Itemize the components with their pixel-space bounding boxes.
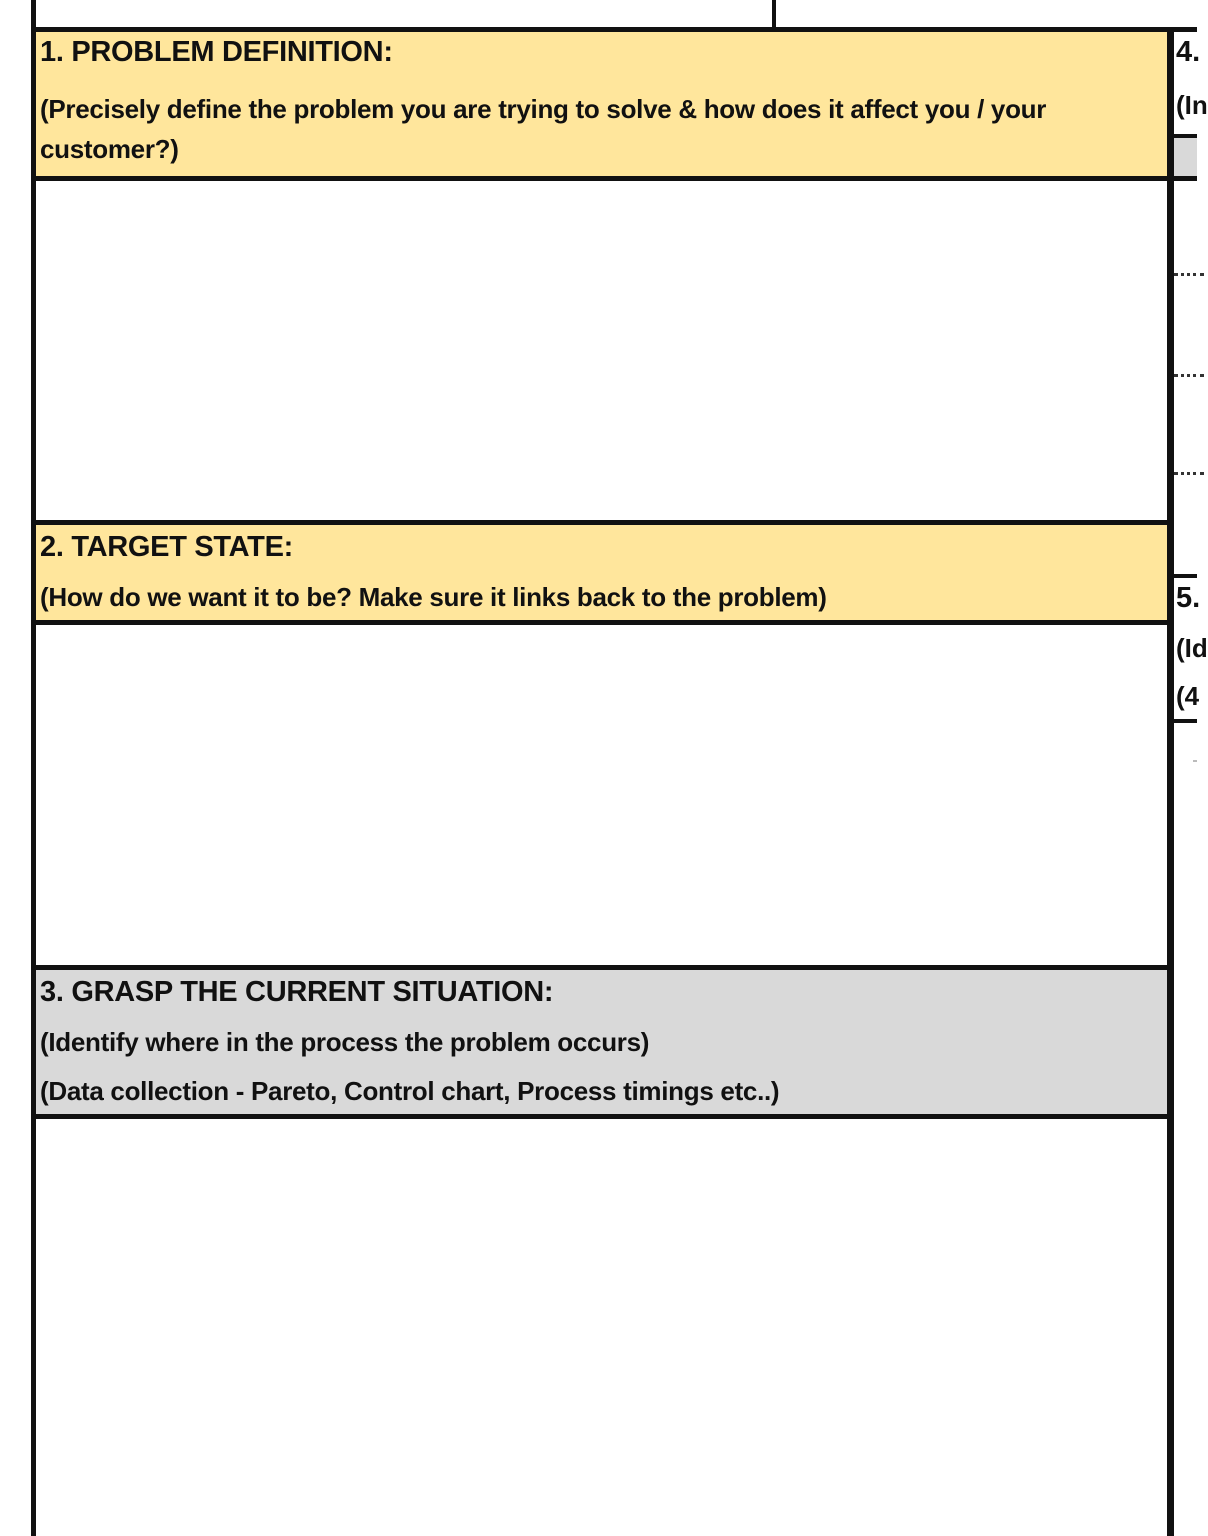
right-column	[1172, 30, 1208, 1536]
section-2-header-bottom-border	[31, 620, 1172, 625]
top-right-cell	[775, 0, 1197, 30]
countermeasure-subtitle: (In	[1176, 90, 1208, 120]
section-1-top-border	[31, 27, 1197, 32]
section-3-top-border	[31, 965, 1172, 970]
right-edge-border	[1170, 30, 1174, 1536]
left-border	[31, 0, 36, 1536]
problem-definition-body[interactable]	[36, 180, 1168, 522]
root-cause-subtitle-2: (4	[1176, 681, 1200, 711]
right-row-border	[1172, 574, 1197, 578]
section-1-header-bottom-border	[31, 176, 1197, 181]
root-cause-subtitle-1: (Id	[1176, 633, 1208, 663]
faint-mark	[1193, 760, 1197, 762]
current-situation-subtitle-2: (Data collection - Pareto, Control chart, Process timings etc..)	[40, 1076, 780, 1106]
problem-definition-subtitle: (Precisely define the problem you are trying to solve & how does it affect you / your customer?)	[40, 94, 1047, 164]
section-3-header-bottom-border	[31, 1114, 1172, 1119]
current-situation-body[interactable]	[36, 1118, 1168, 1536]
right-row-border	[1172, 719, 1197, 723]
top-cell-divider	[772, 0, 776, 30]
target-state-subtitle: (How do we want it to be? Make sure it links back to the problem)	[40, 582, 827, 612]
countermeasure-grey-row	[1172, 138, 1197, 177]
section-2-top-border	[31, 520, 1172, 525]
right-row-border	[1172, 134, 1197, 138]
root-cause-title: 5.	[1176, 582, 1201, 614]
target-state-body[interactable]	[36, 624, 1168, 967]
current-situation-title: 3. GRASP THE CURRENT SITUATION:	[40, 976, 554, 1008]
current-situation-subtitle-1: (Identify where in the process the problem occurs)	[40, 1027, 650, 1057]
problem-definition-title: 1. PROBLEM DEFINITION:	[40, 36, 393, 68]
write-in-line	[1174, 374, 1204, 377]
countermeasure-title: 4.	[1176, 36, 1201, 68]
write-in-line	[1174, 472, 1204, 475]
target-state-title: 2. TARGET STATE:	[40, 531, 293, 563]
top-left-cell	[33, 0, 775, 30]
write-in-line	[1174, 273, 1204, 276]
